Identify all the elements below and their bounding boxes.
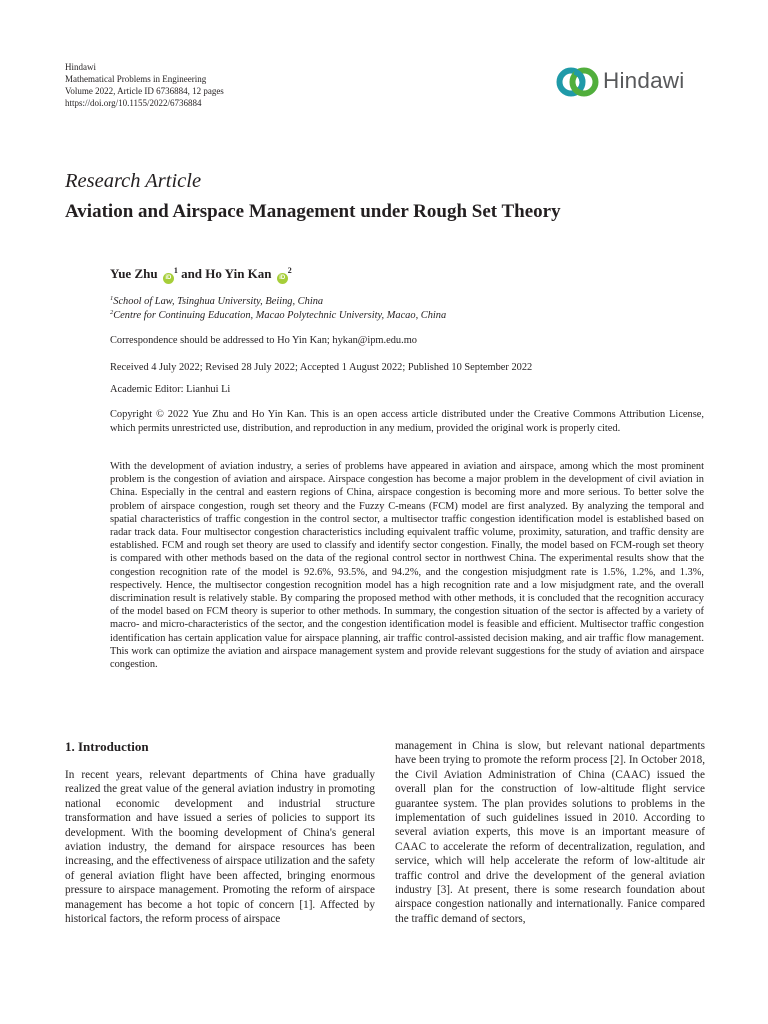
abstract: With the development of aviation industry, a series of problems have appeared in aviation and airspace, among which the most prominent problem is the congestion of aviation and airspace. Airspace congestion has become a major problem in the development of civil aviation in China. Especially in the central and eastern regions of China, airspace congestion is becoming more and more serious. To better solve the problem of airspace congestion, rough set theory and the Fuzzy C-means (FCM) model are first analyzed. By analyzing the temporal and spatial characteristics of traffic congestion in the control sector, a multisector traffic congestion identification model is established based on radar track data. Four multisector congestion characteristics including equivalent traffic volume, proximity, saturation, and traffic density are established. FCM and rough set theory are used to classify and identify sector congestion. Finally, the model based on FCM-rough set theory is compared with other methods based on the data of the regional control sector in northwest China. The experimental results show that the congestion recognition rate of the model is 92.6%, 93.5%, and 94.2%, and the congestion misjudgment rate is 1.5%, 1.2%, and 1.3%, respectively. Hence, the multisector congestion recognition model has a high recognition rate and a low misjudgment rate, and the overall discrimination result is relatively stable. By comparing the proposed method with other methods, it is concluded that the recognition accuracy of the model based on FCM theory is superior to other methods. In summary, the congestion situation of the sector is affected by a variety of macro- and micro-characteristics of the sector, and the congestion identification model is feasible and efficient. Multisector traffic congestion identification has certain application value for airspace planning, air traffic control-assisted decision making, and air traffic flow management. This work can optimize the aviation and airspace management system and provide relevant suggestions for the study of aviation and airspace congestion. (110, 461, 704, 671)
copyright-notice: Copyright © 2022 Yue Zhu and Ho Yin Kan. This is an open access article distributed under the Creative Commons Attribution License, which permits unrestricted use, distribution, and reproduction in any medium, provided the original work is properly cited. (110, 409, 704, 434)
orcid-icon[interactable]: iD (163, 273, 174, 284)
academic-editor: Academic Editor: Lianhui Li (110, 384, 231, 395)
logo-wordmark: Hindawi (603, 68, 685, 93)
hindawi-logo (556, 62, 708, 102)
journal-header (65, 61, 224, 109)
volume-info: Volume 2022, Article ID 6736884, 12 pages (65, 86, 224, 96)
affiliation-line (110, 309, 704, 323)
author-name: Ho Yin Kan (205, 266, 272, 281)
affiliation-text: School of Law, Tsinghua University, Beiing, China (113, 296, 324, 307)
body-column-left: In recent years, relevant departments of China have gradually realized the great value of the general aviation industry in promoting national economic development and industrial structure transformation and have issued a series of policies to support its development. With the booming development of China's general aviation industry, the demand for airspace resources has been increasing, and the effectiveness of airspace utilization and the safety of general aviation flight have been affected, bringing enormous pressure to airspace management. Promoting the reform of airspace management has become a hot topic of concern [1]. Affected by historical factors, the reform process of airspace (65, 769, 375, 926)
orcid-icon[interactable]: iD (277, 273, 288, 284)
body-column-right: management in China is slow, but relevant national departments have been trying to promote the reform process [2]. In October 2018, the Civil Aviation Administration of China (CAAC) issued the overall plan for the construction of low-altitude flight service guarantee system. The plan provides solutions to problems in the implementation of such guidelines issued in 2010. According to several aviation experts, this move is an important measure of CAAC to accelerate the reform of decentralization, regulation, and service, which will help accelerate the reform of low-altitude air traffic control and drive the development of the general aviation industry [3]. At present, there is some research foundation about airspace congestion nationally and internationally. Fanice compared the traffic demand of sectors, (395, 740, 705, 925)
author-list (110, 266, 292, 284)
publication-dates: Received 4 July 2022; Revised 28 July 2022; Accepted 1 August 2022; Published 10 September 2022 (110, 362, 533, 373)
article-title: Aviation and Airspace Management under Rough Set Theory (65, 201, 561, 222)
author-affiliation-mark: 2 (287, 266, 292, 275)
affiliation-line (110, 295, 704, 309)
article-type: Research Article (65, 170, 202, 192)
author-affiliation-mark: 1 (173, 266, 178, 275)
journal-name: Mathematical Problems in Engineering (65, 74, 207, 84)
doi-link[interactable]: https://doi.org/10.1155/2022/6736884 (65, 98, 202, 108)
affiliation-number: 2 (110, 309, 114, 316)
author-joiner: and (177, 266, 206, 281)
affiliation-text: Centre for Continuing Education, Macao Polytechnic University, Macao, China (113, 310, 447, 321)
author-name: Yue Zhu (110, 266, 158, 281)
affiliation-number: 1 (110, 295, 114, 302)
publisher-name: Hindawi (65, 62, 96, 72)
hindawi-logo-icon (556, 62, 600, 102)
correspondence: Correspondence should be addressed to Ho Yin Kan; hykan@ipm.edu.mo (110, 335, 417, 346)
section-heading: 1. Introduction (65, 739, 149, 754)
affiliations (110, 295, 704, 323)
